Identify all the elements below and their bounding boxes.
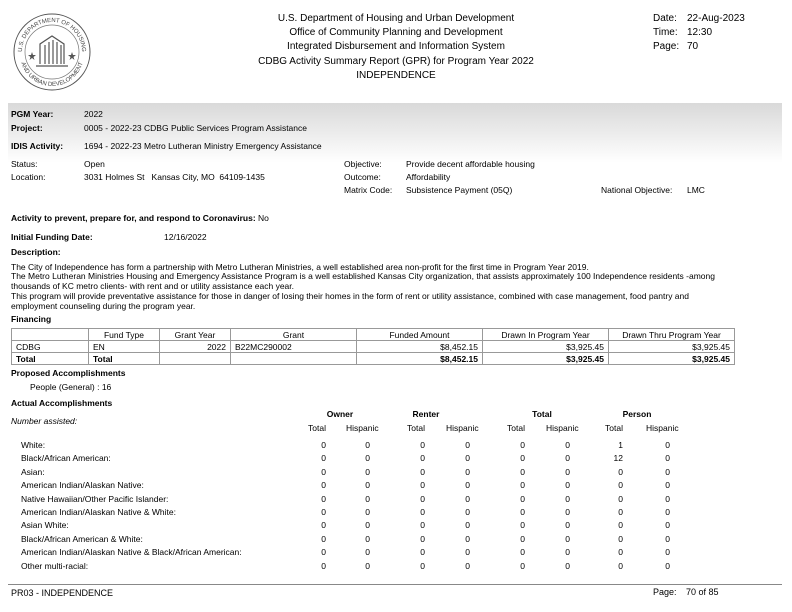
- accomplishment-row-label: Asian:: [21, 466, 45, 477]
- outcome-value: Affordability: [406, 172, 451, 182]
- accomplishment-value: 0: [520, 466, 525, 477]
- financing-cell: CDBG: [12, 341, 89, 353]
- accomplishment-subheader: Hispanic: [346, 423, 379, 433]
- financing-col-funded-amount: Funded Amount: [357, 329, 483, 341]
- initial-funding-date-value: 12/16/2022: [164, 232, 207, 242]
- financing-cell: 2022: [160, 341, 231, 353]
- accomplishment-value: 0: [565, 493, 570, 504]
- location-value: 3031 Holmes St Kansas City, MO 64109-1435: [84, 172, 265, 182]
- accomplishment-value: 0: [321, 533, 326, 544]
- accomplishment-value: 0: [321, 466, 326, 477]
- accomplishment-value: 0: [365, 493, 370, 504]
- financing-cell: B22MC290002: [231, 341, 357, 353]
- financing-col-grant: Grant: [231, 329, 357, 341]
- accomplishment-value: 0: [520, 493, 525, 504]
- time-value: 12:30: [687, 27, 713, 38]
- header-report-title: CDBG Activity Summary Report (GPR) for Program Year 2022: [258, 56, 534, 67]
- accomplishment-value: 0: [618, 520, 623, 531]
- accomplishment-value: 1: [618, 440, 623, 450]
- group-owner: Owner: [326, 409, 354, 419]
- accomplishment-subheader: Total: [308, 423, 326, 433]
- date-value: 22-Aug-2023: [687, 13, 745, 24]
- accomplishment-value: 0: [565, 480, 570, 491]
- accomplishment-value: 0: [321, 547, 326, 558]
- coronavirus-line: [11, 213, 269, 223]
- accomplishment-value: 0: [618, 547, 623, 558]
- objective-label: Objective:: [344, 159, 382, 169]
- outcome-label: Outcome:: [344, 172, 381, 182]
- accomplishment-value: 0: [520, 480, 525, 491]
- accomplishment-value: 0: [321, 480, 326, 491]
- accomplishment-value: 0: [618, 466, 623, 477]
- accomplishment-subheader: Total: [407, 423, 425, 433]
- accomplishment-value: 0: [465, 547, 470, 558]
- accomplishment-value: 0: [565, 547, 570, 558]
- accomplishment-value: 0: [520, 440, 525, 450]
- accomplishment-subheader: Total: [605, 423, 623, 433]
- accomplishment-value: 0: [465, 466, 470, 477]
- matrix-code-value: Subsistence Payment (05Q): [406, 185, 513, 195]
- accomplishment-value: 0: [420, 440, 425, 450]
- accomplishment-value: 0: [565, 520, 570, 531]
- accomplishment-value: 0: [618, 507, 623, 517]
- number-assisted-label: Number assisted:: [11, 416, 78, 426]
- status-value: Open: [84, 159, 105, 169]
- accomplishment-subheader: Hispanic: [546, 423, 579, 433]
- financing-cell: $3,925.45: [483, 341, 609, 353]
- accomplishment-value: 0: [565, 533, 570, 544]
- accomplishment-value: 0: [565, 440, 570, 450]
- accomplishment-value: 0: [665, 493, 670, 504]
- accomplishment-row-label: Asian White:: [21, 520, 69, 531]
- activity-header-band: [8, 103, 782, 163]
- idis-activity-label: IDIS Activity:: [11, 141, 64, 151]
- description-line-3: This program will provide preventative assistance for those in danger of losing their homes in the form of rent or utility assistance, combined with case management, food pantry and employment counseling during the program year.: [11, 291, 689, 311]
- accomplishment-value: 0: [520, 533, 525, 544]
- footer-report-id: PR03 - INDEPENDENCE: [11, 588, 114, 598]
- header-department: U.S. Department of Housing and Urban Development: [277, 13, 515, 24]
- financing-table: [11, 328, 735, 365]
- accomplishment-value: 0: [420, 520, 425, 531]
- accomplishment-value: 0: [365, 533, 370, 544]
- accomplishment-value: 0: [420, 493, 425, 504]
- time-label: Time:: [653, 27, 678, 38]
- description-line-2: The Metro Lutheran Ministries Housing and Emergency Assistance Program is a well established Kansas City organization, that assists approximately 100 Independence residents -among thousands of KC metro clients- with rent and or utility assistance each year.: [11, 271, 715, 291]
- accomplishment-value: 0: [420, 507, 425, 517]
- accomplishment-value: 0: [520, 507, 525, 517]
- accomplishment-row-label: Black/African American:: [21, 453, 111, 464]
- accomplishment-value: 0: [465, 507, 470, 517]
- accomplishment-row-label: American Indian/Alaskan Native & White:: [21, 507, 176, 517]
- accomplishment-value: 0: [565, 507, 570, 517]
- financing-cell: $3,925.45: [483, 353, 609, 365]
- accomplishment-value: 12: [613, 453, 623, 464]
- accomplishment-row-label: Other multi-racial:: [21, 560, 89, 571]
- description-line-1: The City of Independence has form a partnership with Metro Lutheran Ministries, a well established area non-profit for the first time in Program Year 2019.: [11, 262, 589, 272]
- accomplishment-value: 0: [365, 453, 370, 464]
- footer-divider: [8, 584, 782, 585]
- accomplishment-row-label: White:: [21, 440, 46, 450]
- header-office: Office of Community Planning and Development: [289, 27, 503, 38]
- accomplishment-value: 0: [665, 480, 670, 491]
- accomplishment-value: 0: [465, 493, 470, 504]
- location-label: Location:: [11, 172, 46, 182]
- accomplishment-value: 0: [321, 507, 326, 517]
- national-objective-value: LMC: [687, 185, 705, 195]
- accomplishment-value: 0: [565, 560, 570, 571]
- coronavirus-label: Activity to prevent, prepare for, and respond to Coronavirus:: [11, 213, 256, 223]
- financing-col-grant-year: Grant Year: [160, 329, 231, 341]
- accomplishment-value: 0: [365, 560, 370, 571]
- accomplishment-value: 0: [365, 520, 370, 531]
- accomplishment-value: 0: [420, 547, 425, 558]
- accomplishment-subheader: Hispanic: [646, 423, 679, 433]
- actual-accomplishments-label: Actual Accomplishments: [11, 398, 113, 408]
- header-grantee: INDEPENDENCE: [356, 70, 436, 81]
- coronavirus-value: No: [258, 213, 269, 223]
- status-label: Status:: [11, 159, 38, 169]
- financing-cell: EN: [89, 341, 160, 353]
- accomplishment-value: 0: [321, 560, 326, 571]
- accomplishment-value: 0: [665, 560, 670, 571]
- group-renter: Renter: [412, 409, 440, 419]
- accomplishment-row-label: American Indian/Alaskan Native:: [21, 480, 144, 491]
- accomplishment-value: 0: [520, 560, 525, 571]
- accomplishment-row-label: Native Hawaiian/Other Pacific Islander:: [21, 493, 169, 504]
- accomplishment-value: 0: [618, 533, 623, 544]
- accomplishment-value: 0: [420, 560, 425, 571]
- accomplishment-value: 0: [465, 560, 470, 571]
- table-row: [12, 353, 735, 365]
- accomplishment-value: 0: [321, 440, 326, 450]
- national-objective-label: National Objective:: [601, 185, 673, 195]
- financing-header-row: [12, 329, 735, 341]
- accomplishment-value: 0: [321, 453, 326, 464]
- accomplishment-value: 0: [665, 507, 670, 517]
- idis-activity-value: 1694 - 2022-23 Metro Lutheran Ministry Emergency Assistance: [84, 141, 322, 151]
- project-value: 0005 - 2022-23 CDBG Public Services Program Assistance: [84, 123, 307, 133]
- accomplishment-value: 0: [365, 466, 370, 477]
- table-row: [12, 341, 735, 353]
- footer-page-label: Page:: [653, 587, 677, 597]
- accomplishment-value: 0: [321, 493, 326, 504]
- accomplishment-value: 0: [565, 453, 570, 464]
- accomplishment-value: 0: [520, 547, 525, 558]
- seal-text-bottom: AND URBAN DEVELOPMENT: [19, 61, 85, 89]
- accomplishment-value: 0: [465, 520, 470, 531]
- matrix-code-label: Matrix Code:: [344, 185, 393, 195]
- pgm-year-label: PGM Year:: [11, 109, 54, 119]
- accomplishment-value: 0: [465, 533, 470, 544]
- financing-cell: $8,452.15: [357, 341, 483, 353]
- financing-cell: Total: [12, 353, 89, 365]
- accomplishment-value: 0: [420, 453, 425, 464]
- accomplishment-value: 0: [465, 480, 470, 491]
- accomplishment-value: 0: [465, 453, 470, 464]
- project-label: Project:: [11, 123, 43, 133]
- objective-value: Provide decent affordable housing: [406, 159, 535, 169]
- accomplishment-value: 0: [520, 453, 525, 464]
- description-label: Description:: [11, 247, 61, 257]
- header-system: Integrated Disbursement and Information System: [287, 41, 505, 52]
- accomplishment-value: 0: [618, 493, 623, 504]
- accomplishment-value: 0: [365, 547, 370, 558]
- financing-cell: Total: [89, 353, 160, 365]
- accomplishment-value: 0: [665, 453, 670, 464]
- financing-cell: $8,452.15: [357, 353, 483, 365]
- financing-col-fund-type: Fund Type: [89, 329, 160, 341]
- group-person: Person: [622, 409, 652, 419]
- accomplishment-value: 0: [665, 520, 670, 531]
- financing-cell: $3,925.45: [609, 353, 735, 365]
- accomplishment-value: 0: [465, 440, 470, 450]
- accomplishment-value: 0: [420, 533, 425, 544]
- accomplishment-value: 0: [665, 533, 670, 544]
- financing-col-drawn-in: Drawn In Program Year: [483, 329, 609, 341]
- accomplishment-value: 0: [565, 466, 570, 477]
- proposed-accomplishments-label: Proposed Accomplishments: [11, 368, 126, 378]
- accomplishment-value: 0: [365, 480, 370, 491]
- accomplishment-value: 0: [665, 547, 670, 558]
- financing-label: Financing: [11, 314, 52, 324]
- initial-funding-date-label: Initial Funding Date:: [11, 232, 93, 242]
- date-label: Date:: [653, 13, 677, 24]
- financing-col-drawn-thru: Drawn Thru Program Year: [609, 329, 735, 341]
- page-label: Page:: [653, 41, 680, 52]
- group-total: Total: [532, 409, 552, 419]
- financing-cell: [160, 353, 231, 365]
- pgm-year-value: 2022: [84, 109, 103, 119]
- accomplishment-value: 0: [618, 480, 623, 491]
- proposed-accomplishments-item: People (General) : 16: [30, 382, 112, 392]
- financing-col-blank: [12, 329, 89, 341]
- page-value: 70: [687, 41, 699, 52]
- accomplishment-value: 0: [321, 520, 326, 531]
- accomplishment-row-label: Black/African American & White:: [21, 533, 143, 544]
- accomplishment-subheader: Total: [507, 423, 525, 433]
- seal-text-top: U.S. DEPARTMENT OF HOUSING: [17, 17, 87, 53]
- accomplishment-value: 0: [365, 440, 370, 450]
- accomplishment-value: 0: [365, 507, 370, 517]
- financing-cell: $3,925.45: [609, 341, 735, 353]
- accomplishment-value: 0: [665, 440, 670, 450]
- footer-page-value: 70 of 85: [686, 587, 719, 597]
- accomplishment-subheader: Hispanic: [446, 423, 479, 433]
- accomplishment-value: 0: [420, 480, 425, 491]
- accomplishment-value: 0: [520, 520, 525, 531]
- accomplishment-value: 0: [420, 466, 425, 477]
- accomplishment-row-label: American Indian/Alaskan Native & Black/African American:: [21, 547, 242, 558]
- accomplishment-value: 0: [665, 466, 670, 477]
- accomplishment-value: 0: [618, 560, 623, 571]
- financing-cell: [231, 353, 357, 365]
